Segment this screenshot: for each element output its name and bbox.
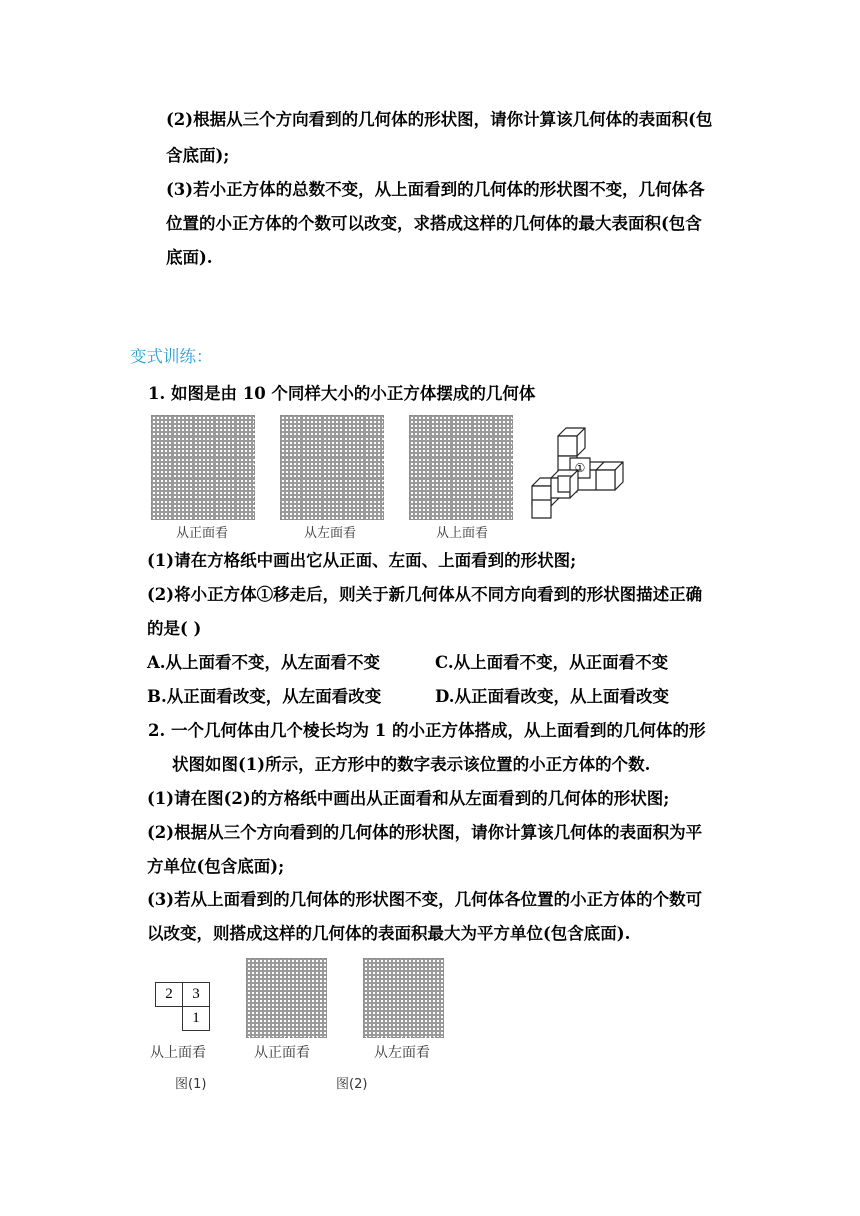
q1-option-d: D.从正面看改变，从上面看改变 — [435, 687, 669, 706]
q1-cube-figure — [530, 428, 635, 520]
prev-part2-line2: 含底面); — [166, 146, 230, 165]
q1-front-grid — [151, 415, 255, 520]
q1-part2-line1: (2)将小正方体①移走后，则关于新几何体从不同方向看到的形状图描述正确 — [147, 585, 703, 604]
top-view-cell: 2 — [155, 982, 183, 1007]
q1-stem: 1. 如图是由 10 个同样大小的小正方体摆成的几何体 — [148, 384, 536, 403]
q1-left-grid — [280, 415, 384, 520]
cube-label: ① — [574, 461, 586, 475]
prev-part3-line1: (3)若小正方体的总数不变，从上面看到的几何体的形状图不变，几何体各 — [166, 180, 705, 199]
fig2-left-caption: 从左面看 — [374, 1045, 430, 1061]
q1-caption-top: 从上面看 — [436, 526, 489, 541]
q1-option-c: C.从上面看不变，从正面看不变 — [435, 653, 669, 672]
fig1-label: 图(1) — [175, 1077, 207, 1092]
q1-caption-left: 从左面看 — [304, 526, 357, 541]
q2-part3-line2: 以改变，则搭成这样的几何体的表面积最大为平方单位(包含底面). — [147, 924, 631, 943]
top-view-cell: 1 — [182, 1006, 210, 1031]
prev-part3-line2: 位置的小正方体的个数可以改变，求搭成这样的几何体的最大表面积(包含 — [166, 214, 702, 233]
q2-part2-line1: (2)根据从三个方向看到的几何体的形状图，请你计算该几何体的表面积为平 — [147, 823, 703, 842]
q2-left-grid — [363, 958, 444, 1038]
q1-caption-front: 从正面看 — [176, 526, 229, 541]
prev-part2-line1: (2)根据从三个方向看到的几何体的形状图，请你计算该几何体的表面积(包 — [166, 110, 713, 129]
top-view-cell: 3 — [182, 982, 210, 1007]
fig1-view-caption: 从上面看 — [150, 1045, 206, 1061]
q2-part2-line2: 方单位(包含底面); — [147, 857, 285, 876]
q1-option-a: A.从上面看不变，从左面看不变 — [147, 653, 381, 672]
q2-stem-line1: 2. 一个几何体由几个棱长均为 1 的小正方体搭成，从上面看到的几何体的形 — [148, 721, 706, 740]
q1-part1: (1)请在方格纸中画出它从正面、左面、上面看到的形状图; — [147, 551, 577, 570]
q1-top-grid — [409, 415, 513, 520]
q2-stem-line2: 状图如图(1)所示，正方形中的数字表示该位置的小正方体的个数. — [172, 755, 651, 774]
q2-part1: (1)请在图(2)的方格纸中画出从正面看和从左面看到的几何体的形状图; — [147, 789, 670, 808]
section-heading: 变式训练： — [130, 347, 213, 366]
q2-front-grid — [246, 958, 327, 1038]
q1-option-b: B.从正面看改变，从左面看改变 — [147, 687, 382, 706]
q2-part3-line1: (3)若从上面看到的几何体的形状图不变，几何体各位置的小正方体的个数可 — [147, 890, 703, 909]
fig2-front-caption: 从正面看 — [254, 1045, 310, 1061]
q1-part2-line2: 的是( ) — [147, 619, 202, 638]
prev-part3-line3: 底面). — [166, 248, 213, 267]
fig2-label: 图(2) — [336, 1077, 368, 1092]
